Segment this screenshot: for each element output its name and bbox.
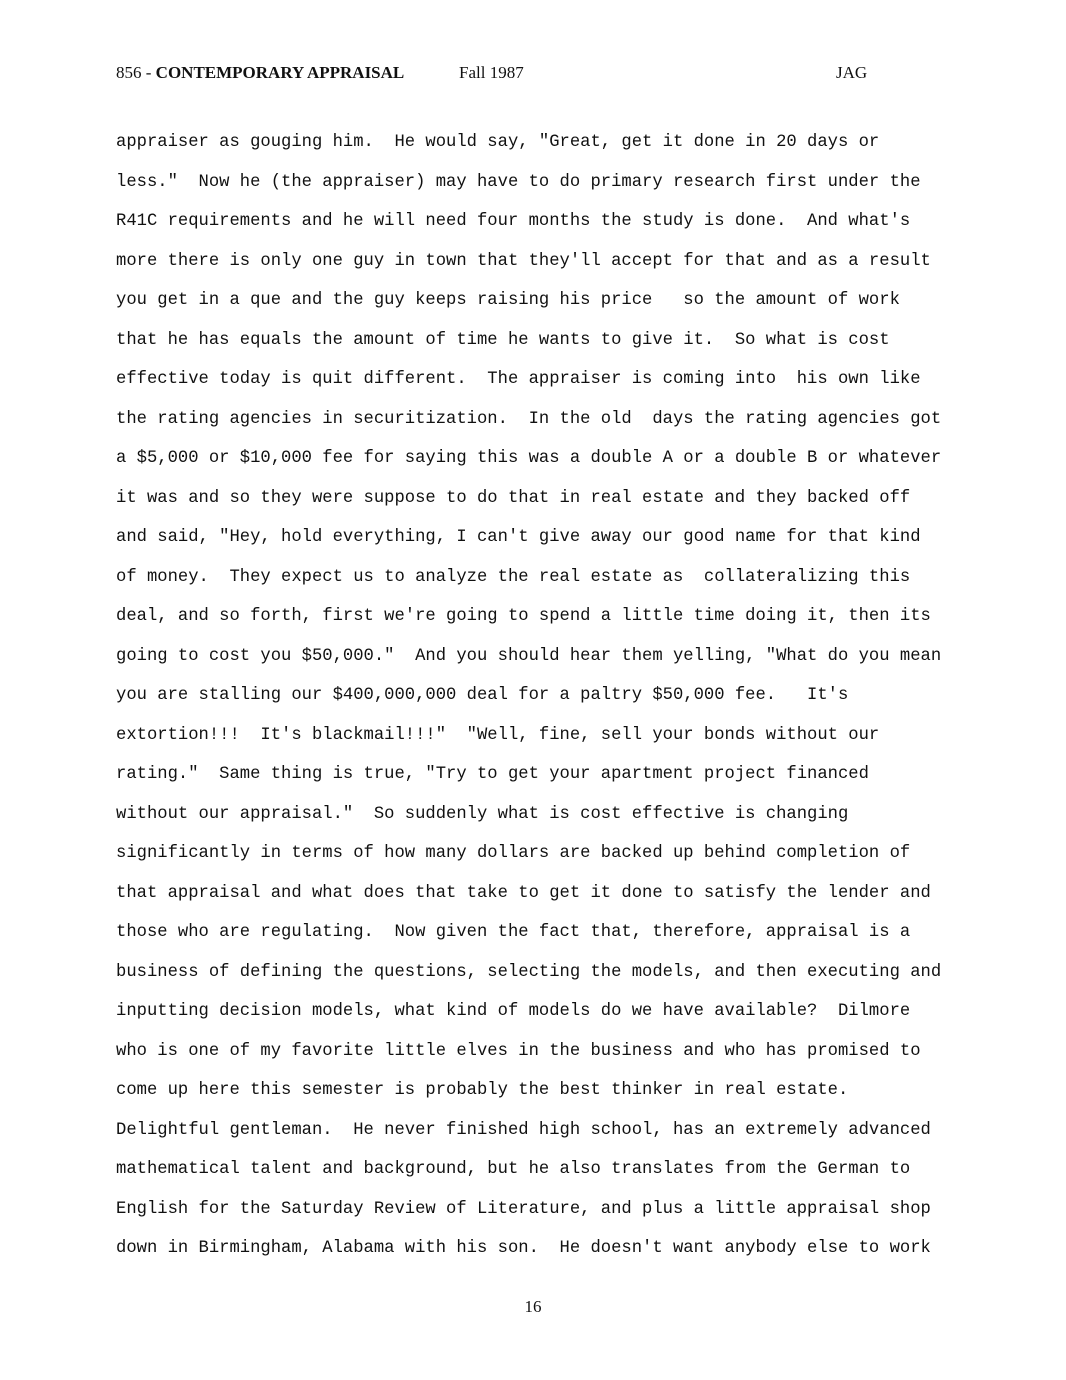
author-initials: JAG	[836, 63, 868, 82]
body-line: that appraisal and what does that take to get it done to satisfy the lender and	[116, 883, 931, 903]
body-line: you are stalling our $400,000,000 deal for a paltry $50,000 fee. It's	[116, 686, 849, 705]
term-label: Fall 1987	[459, 63, 524, 82]
course-title: CONTEMPORARY APPRAISAL	[155, 63, 405, 82]
body-line: mathematical talent and background, but he also translates from the German to	[116, 1160, 911, 1179]
body-line: going to cost you $50,000." And you should hear them yelling, "What do you mean	[116, 646, 942, 666]
body-line: effective today is quit different. The appraiser is coming into his own like	[116, 370, 921, 389]
body-line: more there is only one guy in town that they'll accept for that and as a result	[116, 251, 931, 271]
transcript-body	[116, 123, 976, 1269]
body-line: business of defining the questions, selecting the models, and then executing and	[116, 962, 942, 982]
page-header	[116, 62, 876, 84]
body-line: significantly in terms of how many dollars are backed up behind completion of	[116, 844, 911, 863]
body-line: without our appraisal." So suddenly what is cost effective is changing	[116, 804, 849, 824]
body-line: extortion!!! It's blackmail!!!" "Well, fine, sell your bonds without our	[116, 725, 880, 745]
body-line: Delightful gentleman. He never finished high school, has an extremely advanced	[116, 1120, 931, 1140]
body-line: appraiser as gouging him. He would say, "Great, get it done in 20 days or	[116, 133, 880, 152]
body-line: of money. They expect us to analyze the real estate as collateralizing this	[116, 567, 911, 587]
body-line: who is one of my favorite little elves in the business and who has promised to	[116, 1041, 921, 1061]
page-number: 16	[524, 1297, 542, 1316]
body-line: come up here this semester is probably the best thinker in real estate.	[116, 1081, 849, 1100]
body-line: English for the Saturday Review of Literature, and plus a little appraisal shop	[116, 1199, 931, 1219]
body-line: and said, "Hey, hold everything, I can't give away our good name for that kind	[116, 528, 921, 547]
body-line: you get in a que and the guy keeps raising his price so the amount of work	[116, 291, 900, 310]
body-line: down in Birmingham, Alabama with his son. He doesn't want anybody else to work	[116, 1239, 931, 1258]
body-line: those who are regulating. Now given the fact that, therefore, appraisal is a	[116, 923, 911, 942]
course-number: 856 -	[116, 63, 156, 82]
body-line: that he has equals the amount of time he wants to give it. So what is cost	[116, 330, 890, 350]
body-line: R41C requirements and he will need four months the study is done. And what's	[116, 212, 911, 231]
body-line: it was and so they were suppose to do that in real estate and they backed off	[116, 488, 911, 508]
body-line: deal, and so forth, first we're going to spend a little time doing it, then its	[116, 607, 931, 626]
body-line: inputting decision models, what kind of models do we have available? Dilmore	[116, 1002, 911, 1021]
body-line: less." Now he (the appraiser) may have to do primary research first under the	[116, 172, 921, 192]
body-line: a $5,000 or $10,000 fee for saying this was a double A or a double B or whatever	[116, 449, 942, 468]
body-line: the rating agencies in securitization. In the old days the rating agencies got	[116, 409, 942, 429]
body-line: rating." Same thing is true, "Try to get your apartment project financed	[116, 765, 869, 784]
course-heading	[116, 62, 404, 84]
